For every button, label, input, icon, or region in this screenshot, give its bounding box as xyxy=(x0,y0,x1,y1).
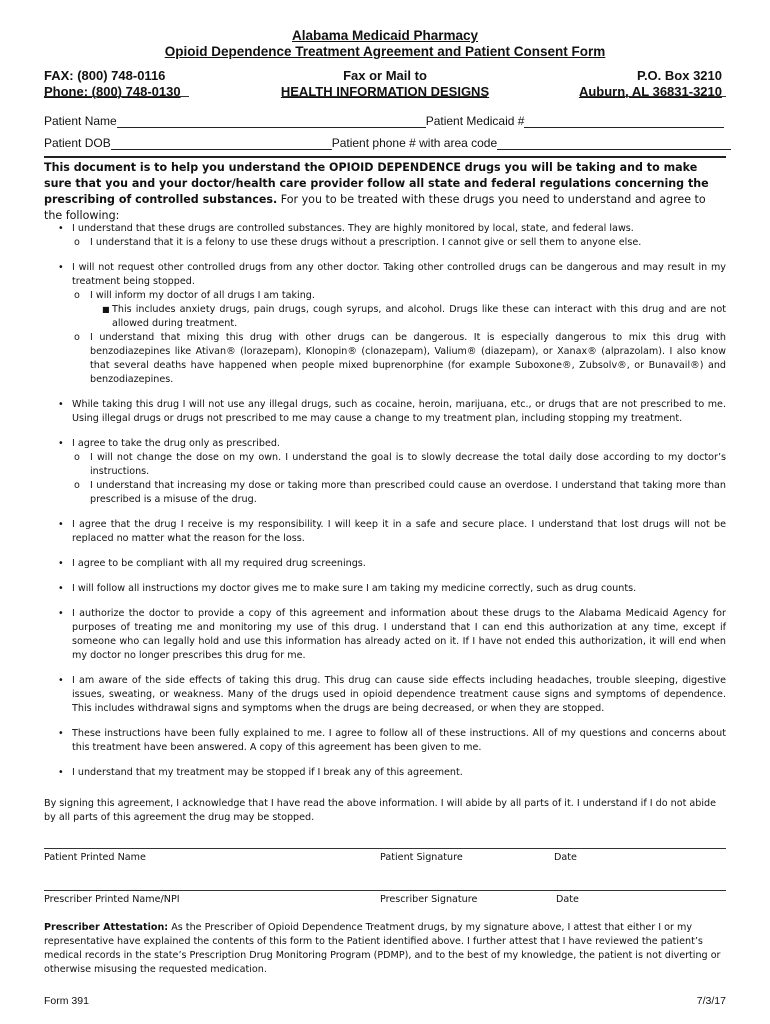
patient-medicaid-label: Patient Medicaid # xyxy=(425,114,525,128)
form-number: Form 391 xyxy=(44,995,89,1007)
prescriber-printed-name-label: Prescriber Printed Name/NPI xyxy=(44,894,180,905)
section-divider xyxy=(44,156,726,158)
closing-paragraph: By signing this agreement, I acknowledge that I have read the above information. I will abide by all parts of it. I understand if I do not abide by all parts of this agreement the drug may be stopped. xyxy=(44,798,717,823)
agreement-item: • I authorize the doctor to provide a copy of this agreement and information about these drugs to the Alabama Medicaid Agency for purposes of treating me and monitoring my use of this drug. I understand that I can end this authorization at any time, except if someone who can legally hold and use this information has already acted on it. If I have not ended this authorization, it will end when my doctor no longer prescribes this drug for me. xyxy=(58,608,726,661)
circle-bullet-icon: o xyxy=(74,480,80,491)
intro-paragraph xyxy=(44,160,726,224)
patient-signature-line[interactable] xyxy=(44,848,726,849)
header-underline-center xyxy=(282,96,487,97)
attestation-label: Prescriber Attestation: xyxy=(44,922,169,933)
intro-bold-text: This document is to help you understand the OPIOID DEPENDENCE drugs you will be taking and to make sure that you and your doctor/health care provider follow all state and federal regulations concerning the prescribing of controlled substances. xyxy=(44,161,709,206)
intro-normal-text: For you to be treated with these drugs you need to understand and agree to the following: xyxy=(44,193,706,222)
patient-phone-label: Patient phone # with area code xyxy=(331,136,498,150)
header-underline-left xyxy=(44,96,189,97)
prescriber-signature-label: Prescriber Signature xyxy=(380,894,478,905)
form-title-line1: Alabama Medicaid Pharmacy xyxy=(291,28,479,43)
patient-name-label: Patient Name xyxy=(44,114,117,128)
organization-name: HEALTH INFORMATION DESIGNS xyxy=(280,84,490,99)
agreement-subitem: o I understand that mixing this drug with other drugs can be dangerous. It is especially dangerous to mix this drug with benzodiazepines like Ativan® (lorazepam), Klonopin® (clonazepam), Valium® (diazepam), or Xanax® (alprazolam). I also know that several deaths have happened when people mixed buprenorphine (for example Suboxone®, Zubsolv®, or Bunavail®) and benzodiazepines. xyxy=(74,332,726,385)
fax-or-mail-label: Fax or Mail to xyxy=(343,68,427,83)
patient-name-row xyxy=(44,114,724,128)
attestation-text: As the Prescriber of Opioid Dependence Treatment drugs, by my signature above, I attest that either I or my representative have explained the contents of this form to the Patient identified above. I further attest that I have reviewed the patient’s medical records in the state’s Prescription Drug Monitoring Program (PDMP), and to the best of my knowledge, the patient is not diverting or otherwise misusing the requested medication. xyxy=(44,922,721,975)
bullet-icon: • xyxy=(58,223,64,234)
agreement-subitem: o I will not change the dose on my own. I understand the goal is to slowly decrease the total daily dose according to my doctor’s instructions. xyxy=(74,452,726,477)
circle-bullet-icon: o xyxy=(74,237,80,248)
bullet-icon: • xyxy=(58,675,64,686)
bullet-icon: • xyxy=(58,583,64,594)
po-box: P.O. Box 3210 xyxy=(636,68,722,83)
agreement-item: • I will follow all instructions my doctor gives me to make sure I am taking my medicine correctly, such as drug counts. xyxy=(58,583,637,594)
bullet-icon: • xyxy=(58,519,64,530)
agreement-list xyxy=(44,222,726,780)
patient-medicaid-field[interactable] xyxy=(524,115,724,128)
agreement-item: • I agree to take the drug only as prescribed. xyxy=(58,438,280,449)
agreement-item: • I understand that my treatment may be stopped if I break any of this agreement. xyxy=(58,767,463,778)
bullet-icon: • xyxy=(58,262,64,273)
patient-printed-name-label: Patient Printed Name xyxy=(44,852,146,863)
bullet-icon: • xyxy=(58,728,64,739)
agreement-subitem: o I will inform my doctor of all drugs I am taking. xyxy=(74,290,315,301)
agreement-subitem: o I understand that it is a felony to use these drugs without a prescription. I cannot give or sell them to anyone else. xyxy=(74,237,642,248)
prescriber-attestation xyxy=(44,921,726,977)
bullet-icon: • xyxy=(58,438,64,449)
form-date: 7/3/17 xyxy=(696,995,726,1007)
patient-date-label: Date xyxy=(554,852,577,863)
agreement-item: • I agree to be compliant with all my required drug screenings. xyxy=(58,558,366,569)
prescriber-signature-line[interactable] xyxy=(44,890,726,891)
patient-phone-field[interactable] xyxy=(497,137,731,150)
agreement-subsubitem: ■ This includes anxiety drugs, pain drugs, cough syrups, and alcohol. Drugs like these can interact with this drug and are not allowed during treatment. xyxy=(102,304,726,329)
circle-bullet-icon: o xyxy=(74,452,80,463)
patient-dob-field[interactable] xyxy=(111,137,332,150)
square-bullet-icon: ■ xyxy=(102,305,110,314)
form-title-line2: Opioid Dependence Treatment Agreement and Patient Consent Form xyxy=(164,44,606,59)
patient-dob-label: Patient DOB xyxy=(44,136,111,150)
city-state-zip: Auburn, AL 36831-3210 xyxy=(578,84,722,99)
agreement-item: • These instructions have been fully explained to me. I agree to follow all of these instructions. All of my questions and concerns about this treatment have been answered. A copy of this agreement has been given to me. xyxy=(58,728,726,753)
circle-bullet-icon: o xyxy=(74,290,80,301)
bullet-icon: • xyxy=(58,558,64,569)
agreement-subitem: o I understand that increasing my dose or taking more than prescribed could cause an overdose. I understand that taking more than prescribed is a misuse of the drug. xyxy=(74,480,726,505)
agreement-item: • I understand that these drugs are controlled substances. They are highly monitored by local, state, and federal laws. xyxy=(58,223,634,234)
agreement-item: • I agree that the drug I receive is my responsibility. I will keep it in a safe and secure place. I understand that lost drugs will not be replaced no matter what the reason for the loss. xyxy=(58,519,726,544)
circle-bullet-icon: o xyxy=(74,332,80,343)
bullet-icon: • xyxy=(58,608,64,619)
agreement-item: • I will not request other controlled drugs from any other doctor. Taking other controlled drugs can be dangerous and may result in my treatment being stopped. xyxy=(58,262,726,287)
fax-number: FAX: (800) 748-0116 xyxy=(44,68,166,83)
prescriber-date-label: Date xyxy=(556,894,579,905)
agreement-item: • While taking this drug I will not use any illegal drugs, such as cocaine, heroin, marijuana, etc., or drugs that are not prescribed to me. Using illegal drugs or drugs not prescribed to me may cause a change to my treatment plan, including stopping my treatment. xyxy=(58,399,726,424)
phone-number: Phone: (800) 748-0130 xyxy=(44,84,181,99)
header-underline-right xyxy=(580,96,726,97)
bullet-icon: • xyxy=(58,399,64,410)
patient-dob-row xyxy=(44,136,731,150)
agreement-item: • I am aware of the side effects of taking this drug. This drug can cause side effects including headaches, trouble sleeping, digestive issues, sweating, or weakness. Many of the drugs used in opioid dependence treatment cause signs and symptoms of dependence. This includes withdrawal signs and symptoms when the drugs are being decreased, or when they are stopped. xyxy=(58,675,726,714)
patient-name-field[interactable] xyxy=(117,115,426,128)
patient-signature-label: Patient Signature xyxy=(380,852,463,863)
bullet-icon: • xyxy=(58,767,64,778)
